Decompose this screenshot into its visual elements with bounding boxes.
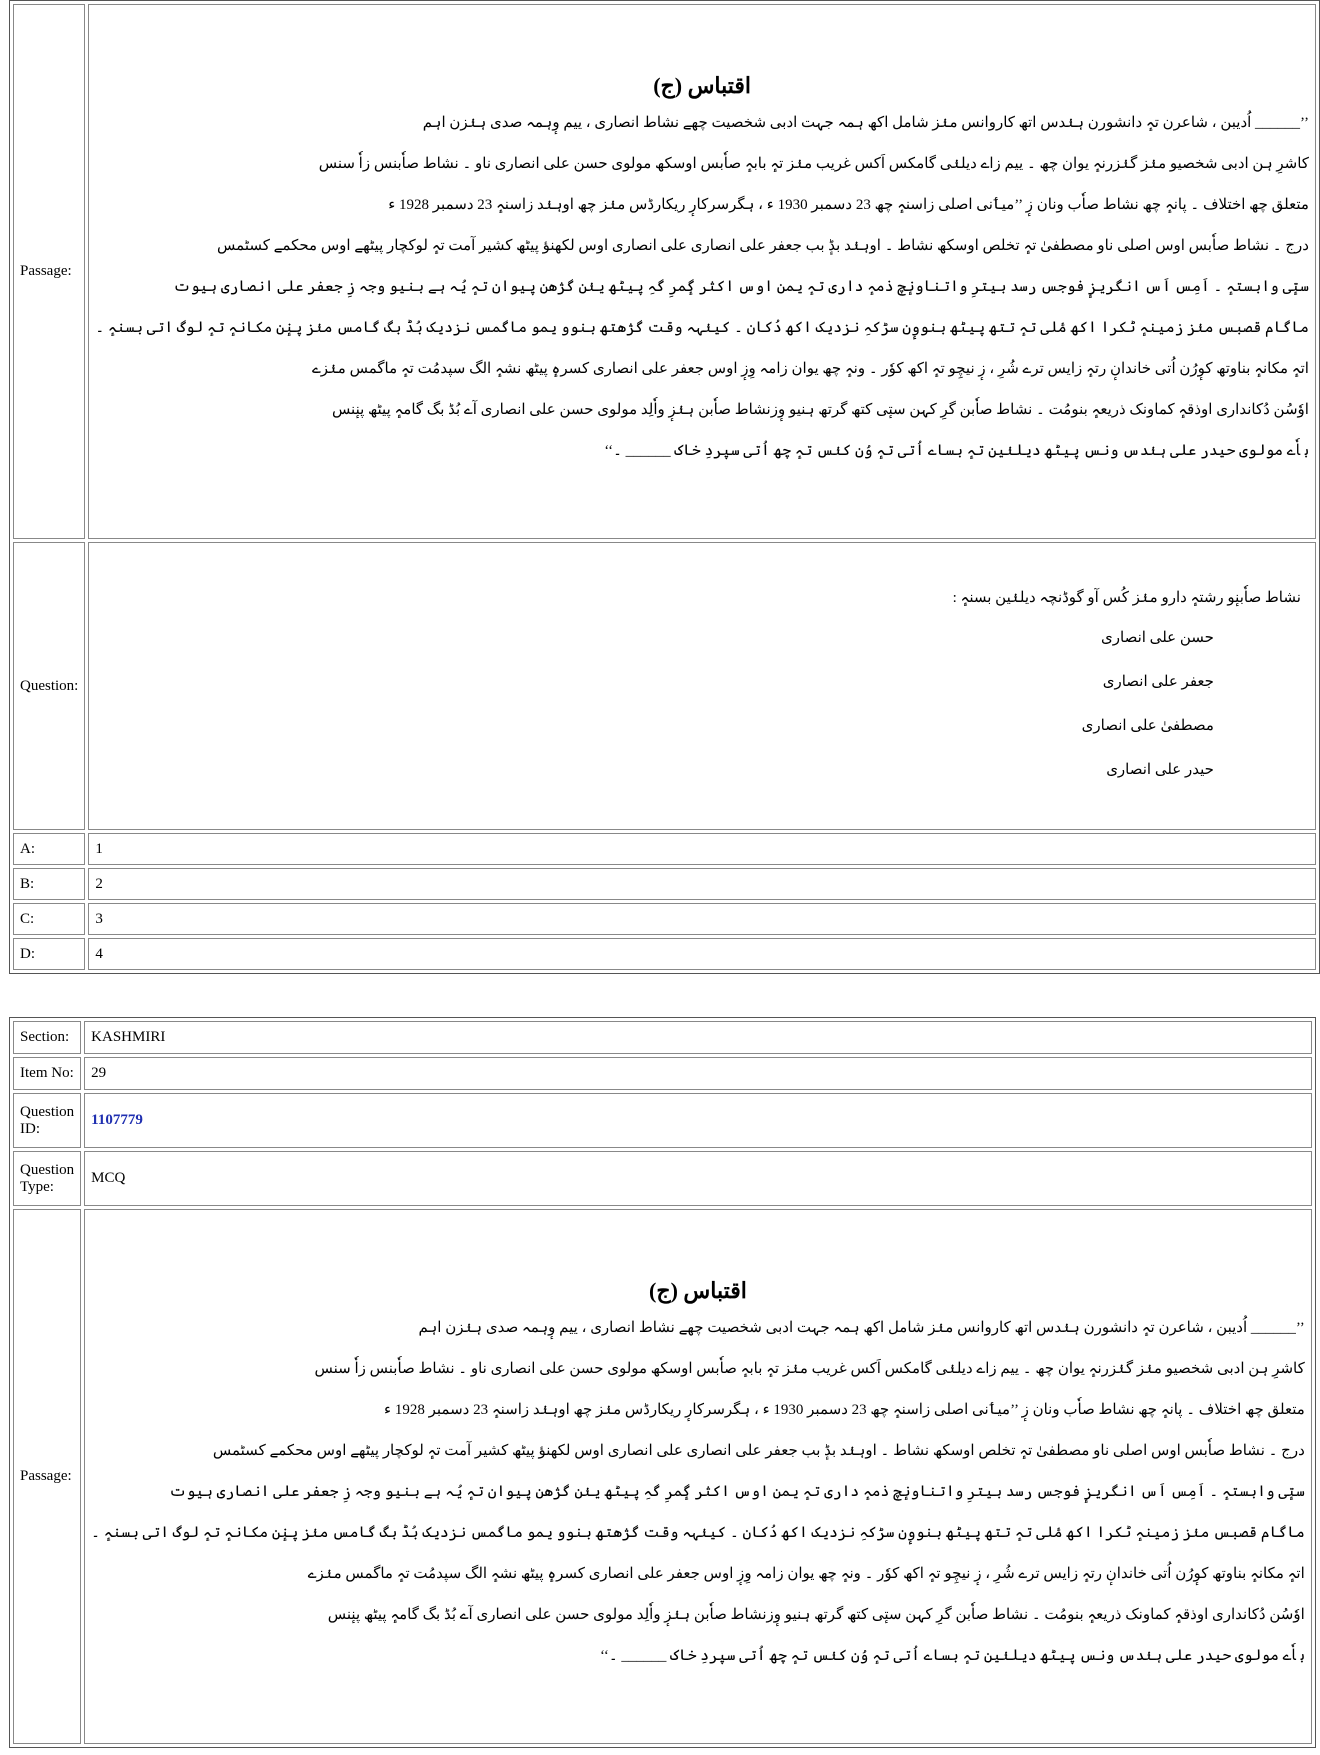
passage-line: ماگام قصبس منٛز زمینہٕ ٹکرا اکھ مٔلی تہٕ تتھ پیٹھ بنووٕن سڑکہِ نزدیک اکھ دُکان ۔ کینٛہہ وقت گژھتھ بنوو یمو ماگمس نزدیک بُڈ بگ گامس منٛز پنٕن مکانہٕ تہٕ لوگ اتی بسنہٕ ۔ [91, 1525, 1305, 1541]
answer-value-c: 3 [88, 903, 1316, 935]
question-option-3: مصطفیٰ علی انصاری [1081, 718, 1214, 734]
passage-line: کاشرِ ہن ادبی شخصیو منٛز گنٛزرنہٕ یوان چھ ۔ ییم زاے دیلنٛی گامکس اَکس غریب منٛز تہٕ بابہٕ صاٗبس اوسکھ مولوی حسن علی انصاری ناو ۔ نشاط صاٗبنس زاٗ سنس [318, 156, 1309, 172]
answer-row-d [13, 938, 1316, 970]
passage-row [13, 4, 1316, 539]
question-id-row [13, 1093, 1312, 1148]
passage-title: اقتباس (ج) [653, 73, 752, 98]
answer-value-a: 1 [88, 833, 1316, 865]
answer-value-d: 4 [88, 938, 1316, 970]
passage-line: کاشرِ ہن ادبی شخصیو منٛز گنٛزرنہٕ یوان چھ ۔ ییم زاے دیلنٛی گامکس اَکس غریب منٛز تہٕ بابہٕ صاٗبس اوسکھ مولوی حسن علی انصاری ناو ۔ نشاط صاٗبنس زاٗ سنس [314, 1361, 1305, 1377]
passage-text [95, 103, 1309, 472]
passage-cell [84, 1209, 1312, 1744]
answer-row-b [13, 868, 1316, 900]
section-value: KASHMIRI [84, 1021, 1312, 1054]
passage-label: Passage: [13, 4, 85, 539]
passage-line: متعلق چھ اختلاف ۔ پانہٕ چھ نشاط صاٗب ونان زٕ ’’میٲنی اصلی زاسنہٕ چھ 23 دسمبر 1930 ء ، ہگرسرکارٕ ریکارڈس منٛز چھ اوہنٛد زاسنہٕ 23 دسمبر 1928 ء [388, 197, 1309, 213]
answer-label-b: B: [13, 868, 85, 900]
passage-line: اوٗسُن دُکانداری اوذقہٕ کماونک ذریعہٕ بنومُت ۔ نشاط صاٗبن گرِ کہن ستٕی کتھ گرتھ ہنیو وٕزنشاط صاٗبن ہنٛزٕ واٗلِد مولوی حسن علی انصاری آے بُڈ بگ گامہٕ پیٹھ پنٕنس [327, 1607, 1305, 1623]
passage-row [13, 1209, 1312, 1744]
passage-line: اوٗسُن دُکانداری اوذقہٕ کماونک ذریعہٕ بنومُت ۔ نشاط صاٗبن گرِ کہن ستٕی کتھ گرتھ ہنیو وٕزنشاط صاٗبن ہنٛزٕ واٗلِد مولوی حسن علی انصاری آے بُڈ بگ گامہٕ پیٹھ پنٕنس [331, 402, 1309, 418]
question-block-2 [9, 1017, 1316, 1748]
passage-line: باٗے مولوی حیدر علی ہنٛدس ونس پیٹھ دیلنٛین تہٕ بساے اُتی تہٕ وُنِ کنٛس تہٕ چھ اُتی سپردِ خاک ______ ۔‘‘ [600, 1648, 1305, 1664]
answer-row-c [13, 903, 1316, 935]
question-stem: نشاط صاٗبنٕو رشتہٕ دارو منٛز کُس آو گوڈنچہ دیلنٛین بسنہٕ : [952, 590, 1301, 606]
passage-line: باٗے مولوی حیدر علی ہنٛدس ونس پیٹھ دیلنٛین تہٕ بساے اُتی تہٕ وُنِ کنٛس تہٕ چھ اُتی سپردِ خاک ______ ۔‘‘ [604, 443, 1309, 459]
passage-line: درج ۔ نشاط صاٗبس اوس اصلی ناو مصطفیٰ تہٕ تخلص اوسکھ نشاط ۔ اوہنٛد بڈٕ بب جعفر علی انصاری علی انصاری اوس لکھنؤ پیٹھ کشیر آمت تہٕ لوکچار پیٹھے اوس محکمے کسٹمس [212, 1443, 1305, 1459]
passage-line: ستٕی وابستہٕ ۔ اَمِس اَس انگریزٕ فوجس رسد بیترِ واتناونٕچ ذمہٕ داری تہٕ یمن اوس اکثر گٕمرِ گہِ پیٹھ ینٛن گژھن پیوان تہٕ یُہ ہے بنیو وجہ زِ جعفر علی انصاری ہیوت [173, 279, 1309, 295]
passage-line: ستٕی وابستہٕ ۔ اَمِس اَس انگریزٕ فوجس رسد بیترِ واتناونٕچ ذمہٕ داری تہٕ یمن اوس اکثر گٕمرِ گہِ پیٹھ ینٛن گژھن پیوان تہٕ یُہ ہے بنیو وجہ زِ جعفر علی انصاری ہیوت [168, 1484, 1305, 1500]
question-type-label: Question Type: [13, 1151, 81, 1206]
answer-row-a [13, 833, 1316, 865]
item-value: 29 [84, 1057, 1312, 1090]
question-type-value: MCQ [84, 1151, 1312, 1206]
passage-title: اقتباس (ج) [649, 1278, 747, 1303]
passage-line: اتہٕ مکانہٕ بناوتھ کوٕرُن اُتی خاندانٕ رتہٕ زایس ترے شُرِ ، زٕ نیچِو تہٕ اکھ کوٗر ۔ ونہٕ چھ یوان زامہ وِزٕ اوس جعفر علی انصاری کسرہٕ پیٹھ نشہٕ الگ سپدمُت تہٕ ماگمس منٛزے [307, 1566, 1305, 1582]
passage-line: ’’______ اُدیبن ، شاعرن تہٕ دانشورن ہنٛدس اتھ کاروانس منٛز شامل اکھ ہمہ جہت ادبی شخصیت چھے نشاط انصاری ، ییم وٕہمہ صدی ہنٛزن اہم [418, 1320, 1305, 1336]
answer-label-c: C: [13, 903, 85, 935]
answer-label-a: A: [13, 833, 85, 865]
section-row [13, 1021, 1312, 1054]
question-id-value: 1107779 [84, 1093, 1312, 1148]
question-option-1: حسن علی انصاری [1101, 630, 1214, 646]
passage-line: متعلق چھ اختلاف ۔ پانہٕ چھ نشاط صاٗب ونان زٕ ’’میٲنی اصلی زاسنہٕ چھ 23 دسمبر 1930 ء ، ہگرسرکارٕ ریکارڈس منٛز چھ اوہنٛد زاسنہٕ 23 دسمبر 1928 ء [384, 1402, 1305, 1418]
passage-line: اتہٕ مکانہٕ بناوتھ کوٕرُن اُتی خاندانٕ رتہٕ زایس ترے شُرِ ، زٕ نیچِو تہٕ اکھ کوٗر ۔ ونہٕ چھ یوان زامہ وِزٕ اوس جعفر علی انصاری کسرہٕ پیٹھ نشہٕ الگ سپدمُت تہٕ ماگمس منٛزے [311, 361, 1309, 377]
passage-line: درج ۔ نشاط صاٗبس اوس اصلی ناو مصطفیٰ تہٕ تخلص اوسکھ نشاط ۔ اوہنٛد بڈٕ بب جعفر علی انصاری علی انصاری اوس لکھنؤ پیٹھ کشیر آمت تہٕ لوکچار پیٹھے اوس محکمے کسٹمس [217, 238, 1309, 254]
passage-line: ’’______ اُدیبن ، شاعرن تہٕ دانشورن ہنٛدس اتھ کاروانس منٛز شامل اکھ ہمہ جہت ادبی شخصیت چھے نشاط انصاری ، ییم وٕہمہ صدی ہنٛزن اہم [422, 115, 1309, 131]
passage-line: ماگام قصبس منٛز زمینہٕ ٹکرا اکھ مٔلی تہٕ تتھ پیٹھ بنووٕن سڑکہِ نزدیک اکھ دُکان ۔ کینٛہہ وقت گژھتھ بنوو یمو ماگمس نزدیک بُڈ بگ گامس منٛز پنٕن مکانہٕ تہٕ لوگ اتی بسنہٕ ۔ [95, 320, 1309, 336]
item-row [13, 1057, 1312, 1090]
question-label: Question: [13, 542, 85, 830]
passage-label: Passage: [13, 1209, 81, 1744]
question-id-label: Question ID: [13, 1093, 81, 1148]
question-type-row [13, 1151, 1312, 1206]
question-option-4: حیدر علی انصاری [1106, 762, 1214, 778]
passage-cell [88, 4, 1316, 539]
answer-value-b: 2 [88, 868, 1316, 900]
question-option-2: جعفر علی انصاری [1102, 674, 1214, 690]
question-row [13, 542, 1316, 830]
answer-label-d: D: [13, 938, 85, 970]
question-block-1 [9, 0, 1320, 974]
section-label: Section: [13, 1021, 81, 1054]
item-label: Item No: [13, 1057, 81, 1090]
passage-text [91, 1308, 1305, 1677]
question-cell [88, 542, 1316, 830]
